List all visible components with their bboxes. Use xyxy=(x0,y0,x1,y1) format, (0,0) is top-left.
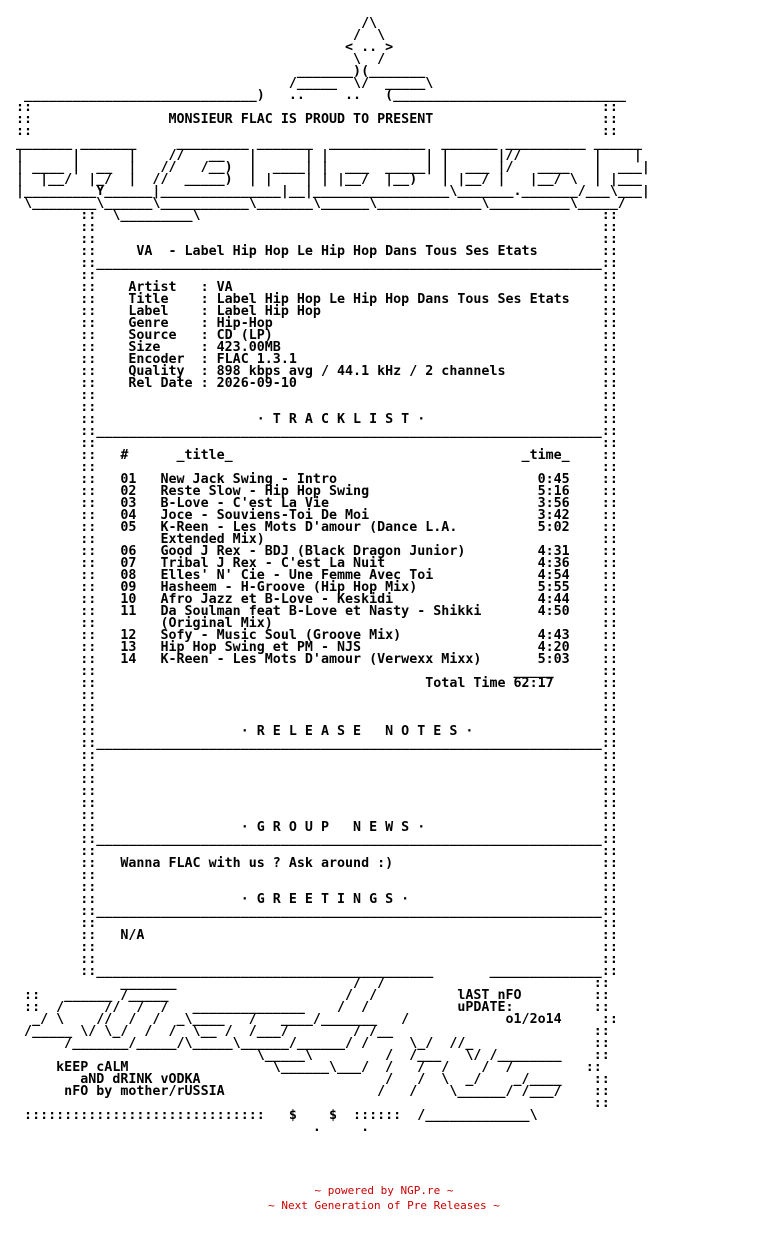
nfo-line: :: Size : 423.00MB :: xyxy=(8,340,618,355)
nfo-line: | | | // __ | | | | | |// | | xyxy=(8,148,642,163)
nfo-line: ::__________________________________________ ______________:: xyxy=(8,964,618,979)
nfo-line: :: :: xyxy=(8,952,618,967)
nfo-line: | |__/ |_/ | // _____) | | | | |__/ |__) | |__/ | |__/ \ | |___ xyxy=(8,172,642,187)
nfo-line: :: (Original Mix) :: xyxy=(8,616,618,631)
nfo-line: :: 06 Good J Rex - BDJ (Black Dragon Junior) 4:31 :: xyxy=(8,544,618,559)
nfo-line: ::_______________________________________________________________:: xyxy=(8,904,618,919)
nfo-line: _____________________________) .. .. (_____________________________ xyxy=(8,88,626,103)
nfo-line: :: Source : CD (LP) :: xyxy=(8,328,618,343)
nfo-line: :: # _title_ _time_ :: xyxy=(8,448,618,463)
nfo-line: :: / // / / ______________ / / uPDATE: :: xyxy=(8,1000,610,1015)
nfo-line: :: :: xyxy=(8,808,618,823)
nfo-line: :: Encoder : FLAC 1.3.1 :: xyxy=(8,352,618,367)
nfo-line: aND dRINK vODKA / / \ _/ _/____ :: xyxy=(8,1072,610,1087)
nfo-line: :: :: xyxy=(8,772,618,787)
nfo-line: :: :: xyxy=(8,700,618,715)
nfo-line: :: MONSIEUR FLAC IS PROUD TO PRESENT :: xyxy=(8,112,618,127)
nfo-line: _______ _______ _________ _______ ____________ _______ __________ ______ xyxy=(8,136,642,151)
nfo-line: :: Extended Mix) :: xyxy=(8,532,618,547)
nfo-line: |_________Y______|_______________|__|_________________\_______._______/___\___| xyxy=(8,184,650,199)
powered-by-footer: ~ powered by NGP.re ~ xyxy=(314,1184,454,1197)
nfo-line: ::_______________________________________________________________:: xyxy=(8,256,618,271)
nfo-line: :: Total Time 62:17 :: xyxy=(8,676,618,691)
nfo-line: :: 02 Reste Slow - Hip Hop Swing 5:16 :: xyxy=(8,484,618,499)
nfo-line: :: :: xyxy=(8,796,618,811)
nfo-line: :: · G R O U P N E W S · :: xyxy=(8,820,618,835)
nfo-line: ::_______________________________________________________________:: xyxy=(8,832,618,847)
nfo-line: :: :: xyxy=(8,784,618,799)
nfo-line: :: :: xyxy=(8,400,618,415)
nfo-line: kEEP cALM \______\___/ / / / / / :: xyxy=(8,1060,602,1075)
nfo-line: :: 05 K-Reen - Les Mots D'amour (Dance L.A. 5:02 :: xyxy=(8,520,618,535)
nfo-line: :: :: xyxy=(8,712,618,727)
nfo-line: :: 11 Da Soulman feat B-Love et Nasty - Shikki 4:50 :: xyxy=(8,604,618,619)
nfo-line: :: :: xyxy=(8,436,618,451)
tagline-footer: ~ Next Generation of Pre Releases ~ xyxy=(268,1199,500,1212)
nfo-line: \________\______\___________\_______\______\_____________\__________\_____/ xyxy=(8,196,626,211)
nfo-line: :: Genre : Hip-Hop :: xyxy=(8,316,618,331)
nfo-line: :: 13 Hip Hop Swing et PM - NJS 4:20 :: xyxy=(8,640,618,655)
nfo-line: :::::::::::::::::::::::::::::: $ $ :::::: /_____________\ xyxy=(8,1108,538,1123)
nfo-line: /_____ \/ \_/ / / \__ / /___/ / /__ :: xyxy=(8,1024,610,1039)
nfo-line: :: · G R E E T I N G S · :: xyxy=(8,892,618,907)
nfo-line: | ____ | __ | // /__) | ____| | ___ _____| | ___ |/ ____ | ___| xyxy=(8,160,650,175)
nfo-line: :: :: xyxy=(8,916,618,931)
nfo-line: :: _____ :: xyxy=(8,664,618,679)
nfo-line: / \ xyxy=(8,28,386,43)
nfo-line: :: 04 Joce - Souviens-Toi De Moi 3:42 :: xyxy=(8,508,618,523)
nfo-line: \_____\ / /___ \/ /________ :: xyxy=(8,1048,610,1063)
nfo-line: _______)(_______ xyxy=(8,64,426,79)
nfo-line: :: · R E L E A S E N O T E S · :: xyxy=(8,724,618,739)
nfo-line: :: 01 New Jack Swing - Intro 0:45 :: xyxy=(8,472,618,487)
nfo-line: :: N/A :: xyxy=(8,928,618,943)
nfo-line: :: :: xyxy=(8,748,618,763)
nfo-line: :: :: xyxy=(8,232,618,247)
nfo-line: :: :: xyxy=(8,388,618,403)
nfo-line: :: · T R A C K L I S T · :: xyxy=(8,412,618,427)
nfo-line: :: Label : Label Hip Hop :: xyxy=(8,304,618,319)
nfo-line: :: :: xyxy=(8,868,618,883)
nfo-line: /\ xyxy=(8,16,378,31)
nfo-line: :: Artist : VA :: xyxy=(8,280,618,295)
nfo-line: :: Wanna FLAC with us ? Ask around :) :: xyxy=(8,856,618,871)
nfo-line: :: :: xyxy=(8,880,618,895)
nfo-line: :: :: xyxy=(8,220,618,235)
nfo-line: :: Rel Date : 2026-09-10 :: xyxy=(8,376,618,391)
nfo-line: :: :: xyxy=(8,688,618,703)
nfo-line: :: \_________\ :: xyxy=(8,208,618,223)
nfo-line: :: xyxy=(8,1096,610,1111)
nfo-line: :: :: xyxy=(8,760,618,775)
nfo-line: :: 08 Elles' N' Cie - Une Femme Avec Toi 4:54 :: xyxy=(8,568,618,583)
nfo-line: :: Title : Label Hip Hop Le Hip Hop Dans Tous Ses Etats :: xyxy=(8,292,618,307)
nfo-line: \ / xyxy=(8,52,386,67)
nfo-line: :: :: xyxy=(8,460,618,475)
nfo-line: :: 14 K-Reen - Les Mots D'amour (Verwexx Mixx) 5:03 :: xyxy=(8,652,618,667)
nfo-line: :: :: xyxy=(8,268,618,283)
nfo-line: ::_______________________________________________________________:: xyxy=(8,736,618,751)
nfo-line: :: 10 Afro Jazz et B-Love - Keskidi 4:44 :: xyxy=(8,592,618,607)
nfo-line: :: :: xyxy=(8,940,618,955)
nfo-line: _/ \ // / / _\____ / ____/_______ / o1/2o14 :: xyxy=(8,1012,618,1027)
nfo-line: . . xyxy=(8,1120,506,1135)
nfo-line: _______ / / :: xyxy=(8,976,610,991)
nfo-line: /_______/_____/\_____\______/______/ / \_/ //_ :: xyxy=(8,1036,610,1051)
nfo-line: :: VA - Label Hip Hop Le Hip Hop Dans Tous Ses Etats :: xyxy=(8,244,618,259)
nfo-line: :: 07 Tribal J Rex - C'est La Nuit 4:36 :: xyxy=(8,556,618,571)
nfo-line: :: 09 Hasheem - H-Groove (Hip Hop Mix) 5:55 :: xyxy=(8,580,618,595)
nfo-line: /_____ \/ _____\ xyxy=(8,76,434,91)
nfo-line: :: ______ /_____ / / lAST nFO :: xyxy=(8,988,610,1003)
nfo-line: :: :: xyxy=(8,844,618,859)
nfo-line: :: 12 Sofy - Music Soul (Groove Mix) 4:43 :: xyxy=(8,628,618,643)
nfo-line: :: :: xyxy=(8,100,618,115)
nfo-text xyxy=(8,18,650,1134)
nfo-line: :: Quality : 898 kbps avg / 44.1 kHz / 2 channels :: xyxy=(8,364,618,379)
nfo-line: :: :: xyxy=(8,124,618,139)
nfo-line: :: 03 B-Love - C'est La Vie 3:56 :: xyxy=(8,496,618,511)
nfo-line: ::_______________________________________________________________:: xyxy=(8,424,618,439)
nfo-line: nFO by mother/rUSSIA / / \______/ /___/ :: xyxy=(8,1084,610,1099)
nfo-line: < .. > xyxy=(8,40,394,55)
